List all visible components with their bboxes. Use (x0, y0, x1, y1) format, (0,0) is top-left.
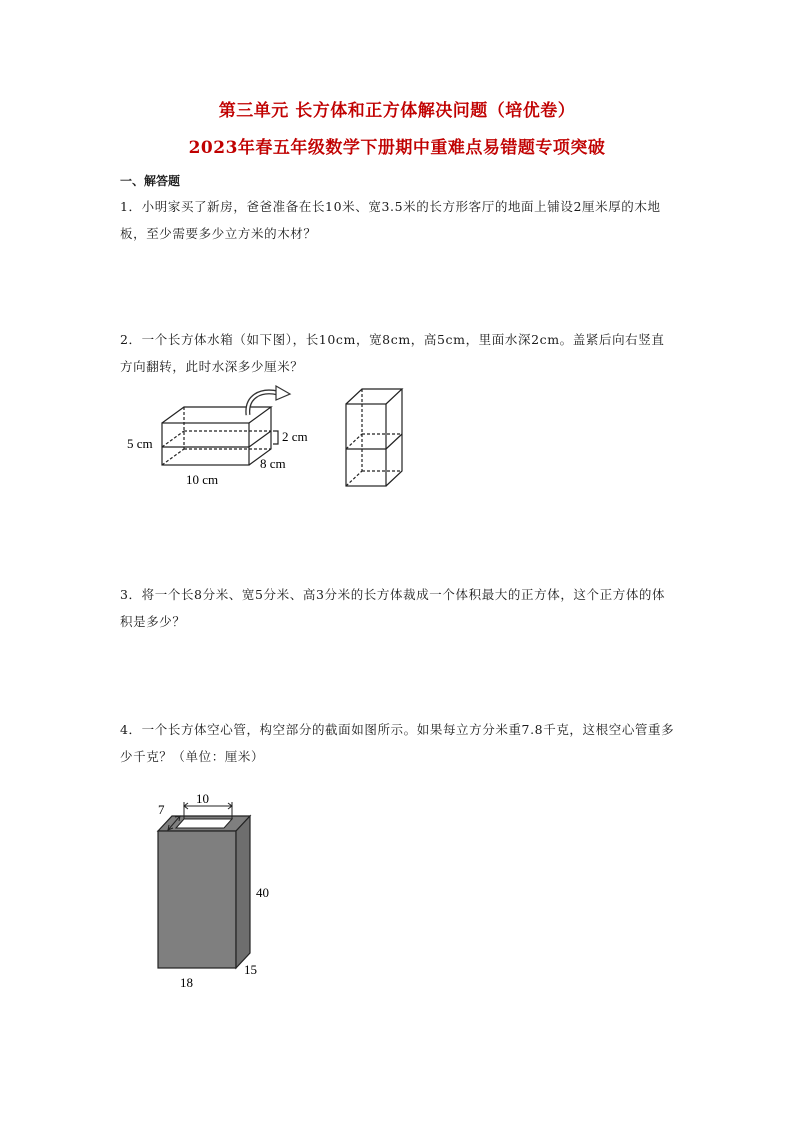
question-4: 4．一个长方体空心管，构空部分的截面如图所示。如果每立方分米重7.8千克，这根空心管重多少千克？（单位：厘米） (120, 722, 675, 764)
label-height: 40 (256, 885, 269, 900)
label-depth: 15 (244, 962, 257, 977)
water-tank-figure (120, 385, 330, 490)
label-inner-width: 10 (196, 791, 209, 806)
label-inner-depth: 7 (158, 802, 165, 817)
section-heading: 一、解答题 (120, 174, 181, 188)
label-water-depth: 2 cm (282, 429, 308, 444)
tube-front-face (158, 831, 236, 968)
question-1: 1．小明家买了新房，爸爸准备在长10米、宽3.5米的长方形客厅的地面上铺设2厘米厚的木地板，至少需要多少立方米的木材？ (120, 199, 661, 241)
rotated-tank-figure (340, 385, 410, 490)
page-subtitle: 2023年春五年级数学下册期中重难点易错题专项突破 (188, 138, 606, 158)
hollow-tube-figure (150, 786, 290, 996)
label-length: 10 cm (186, 472, 219, 487)
label-height: 5 cm (127, 436, 153, 451)
tube-right-face (236, 816, 250, 968)
label-length: 18 (180, 975, 193, 990)
label-width: 8 cm (260, 456, 286, 471)
question-3: 3．将一个长8分米、宽5分米、高3分米的长方体裁成一个体积最大的正方体，这个正方体的体积是多少？ (120, 587, 666, 629)
rotate-arrow-icon (248, 386, 290, 415)
page-title: 第三单元 长方体和正方体解决问题（培优卷） (218, 101, 576, 121)
question-2: 2．一个长方体水箱（如下图），长10cm，宽8cm，高5cm，里面水深2cm。盖紧后向右竖直方向翻转，此时水深多少厘米？ (120, 332, 665, 374)
